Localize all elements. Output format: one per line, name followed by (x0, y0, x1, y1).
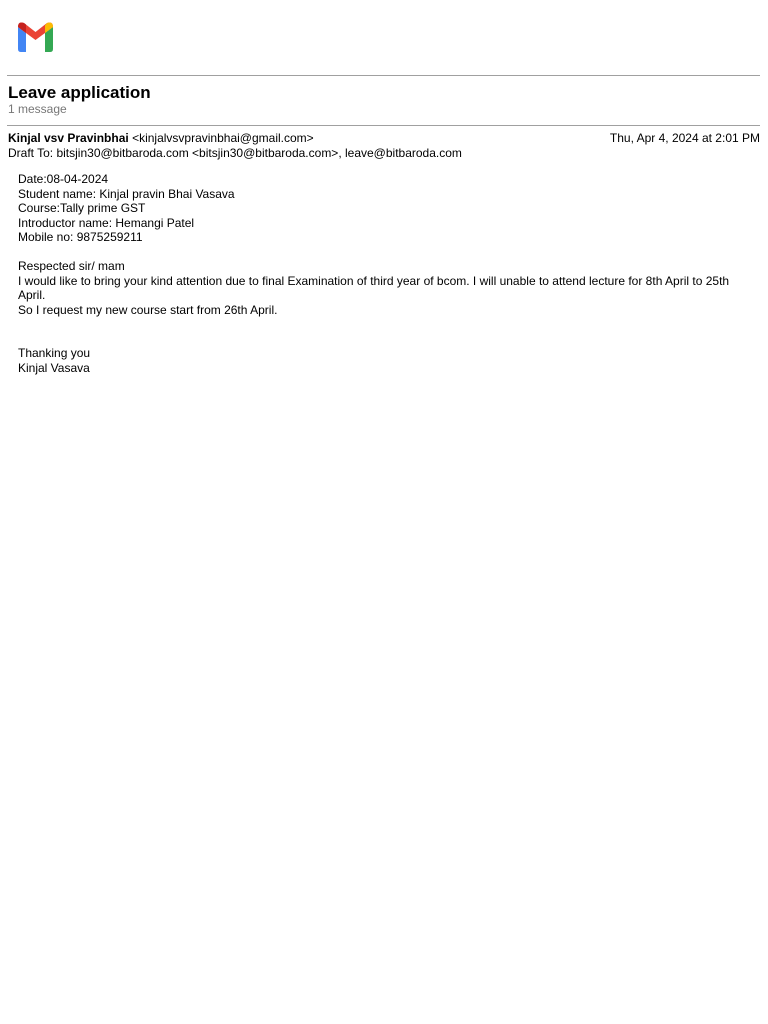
message-count: 1 message (8, 102, 67, 116)
body-introductor-line: Introductor name: Hemangi Patel (18, 215, 195, 230)
body-salutation: Respected sir/ mam (18, 259, 125, 273)
sender-line (8, 131, 314, 146)
subject-divider (7, 125, 760, 126)
body-student-line: Student name: Kinjal pravin Bhai Vasava (18, 186, 235, 201)
sender-email: <kinjalvsvpravinbhai@gmail.com> (132, 131, 314, 145)
body-closing: Thanking you (18, 346, 91, 360)
body-paragraph-1: I would like to bring your kind attention due to final Examination of third year of bcom. I will unable to attend lecture for 8th April to 25th April. (18, 273, 730, 302)
body-spacer (18, 332, 756, 347)
body-course-line: Course:Tally prime GST (18, 201, 146, 215)
body-spacer (18, 317, 756, 332)
body-date-line: Date:08-04-2024 (18, 172, 109, 186)
message-body (18, 172, 756, 375)
thread-subject: Leave application (8, 83, 151, 102)
message-date: Thu, Apr 4, 2024 at 2:01 PM (609, 131, 760, 145)
header-divider (7, 75, 760, 76)
sender-name: Kinjal vsv Pravinbhai (8, 131, 129, 145)
body-signature: Kinjal Vasava (18, 360, 90, 375)
body-paragraph-2: So I request my new course start from 26th April. (18, 302, 278, 317)
body-spacer (18, 245, 756, 260)
body-mobile-line: Mobile no: 9875259211 (18, 230, 143, 244)
gmail-logo-icon (15, 19, 56, 52)
recipients-line: Draft To: bitsjin30@bitbaroda.com <bitsjin30@bitbaroda.com>, leave@bitbaroda.com (8, 146, 462, 160)
